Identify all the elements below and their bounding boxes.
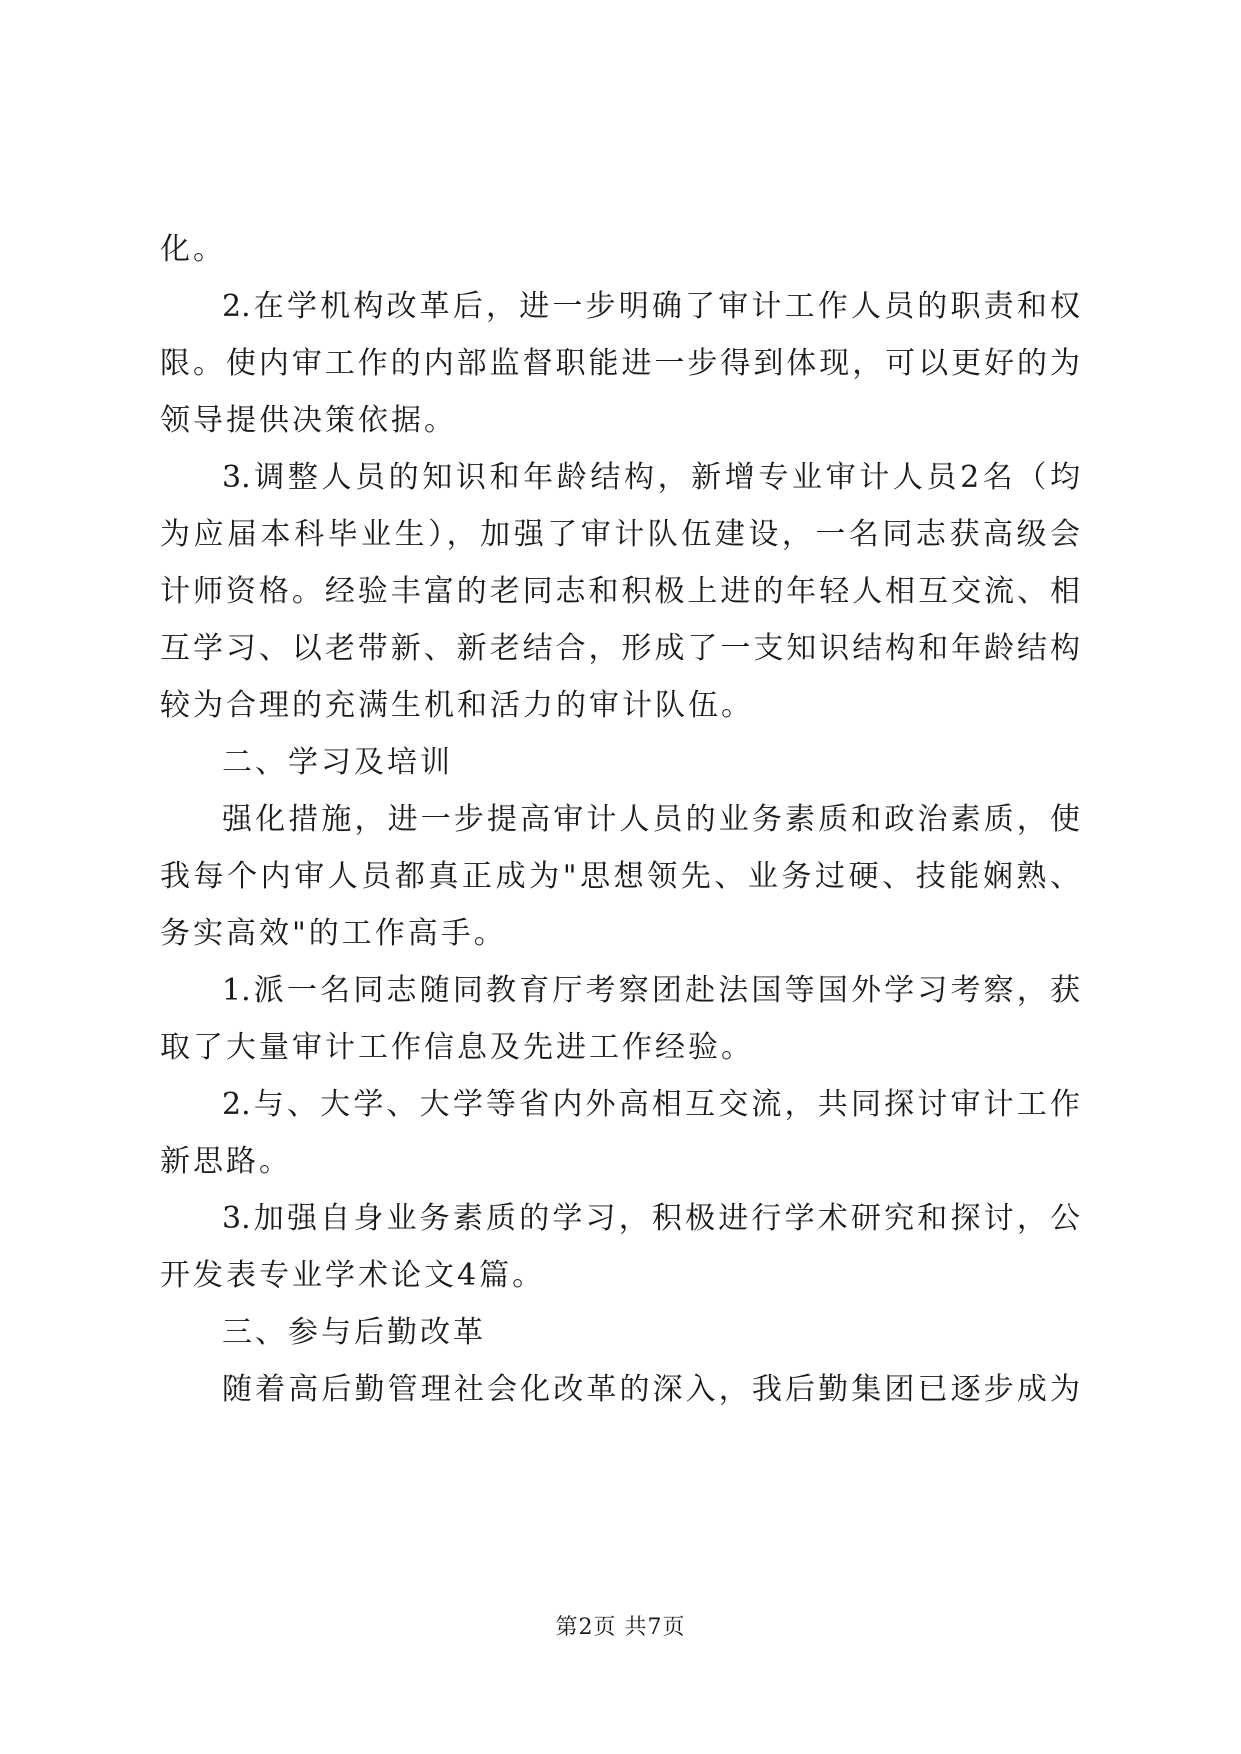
- paragraph-line: 1.派一名同志随同教育厅考察团赴法国等国外学习考察，获: [222, 973, 1080, 1008]
- paragraph-line: 3.加强自身业务素质的学习，积极进行学术研究和探讨，公: [222, 1201, 1080, 1236]
- paragraph-line: 强化措施，进一步提高审计人员的业务素质和政治素质，使: [222, 802, 1080, 837]
- paragraph-line: 3.调整人员的知识和年龄结构，新增专业审计人员2名（均: [222, 460, 1080, 495]
- section-heading: 三、参与后勤改革: [222, 1315, 486, 1350]
- page-number-footer: 第2页 共7页: [555, 1615, 686, 1640]
- paragraph-line: 领导提供决策依据。: [160, 403, 457, 438]
- section-heading: 二、学习及培训: [222, 745, 453, 780]
- paragraph-line: 我每个内审人员都真正成为"思想领先、业务过硬、技能娴熟、: [160, 859, 1080, 894]
- paragraph-line: 开发表专业学术论文4篇。: [160, 1258, 546, 1293]
- paragraph-line: 取了大量审计工作信息及先进工作经验。: [160, 1030, 754, 1065]
- paragraph-line: 为应届本科毕业生），加强了审计队伍建设，一名同志获高级会: [160, 517, 1080, 552]
- paragraph-line: 随着高后勤管理社会化改革的深入，我后勤集团已逐步成为: [222, 1372, 1080, 1407]
- paragraph-line: 较为合理的充满生机和活力的审计队伍。: [160, 688, 754, 723]
- paragraph-line: 互学习、以老带新、新老结合，形成了一支知识结构和年龄结构: [160, 631, 1080, 666]
- paragraph-line: 限。使内审工作的内部监督职能进一步得到体现，可以更好的为: [160, 346, 1080, 381]
- paragraph-line: 新思路。: [160, 1144, 292, 1179]
- paragraph-line: 2.在学机构改革后，进一步明确了审计工作人员的职责和权: [222, 289, 1080, 324]
- paragraph-line: 务实高效"的工作高手。: [160, 916, 507, 951]
- paragraph-line: 2.与、大学、大学等省内外高相互交流，共同探讨审计工作: [222, 1087, 1080, 1122]
- paragraph-line: 化。: [160, 232, 226, 267]
- paragraph-line: 计师资格。经验丰富的老同志和积极上进的年轻人相互交流、相: [160, 574, 1080, 609]
